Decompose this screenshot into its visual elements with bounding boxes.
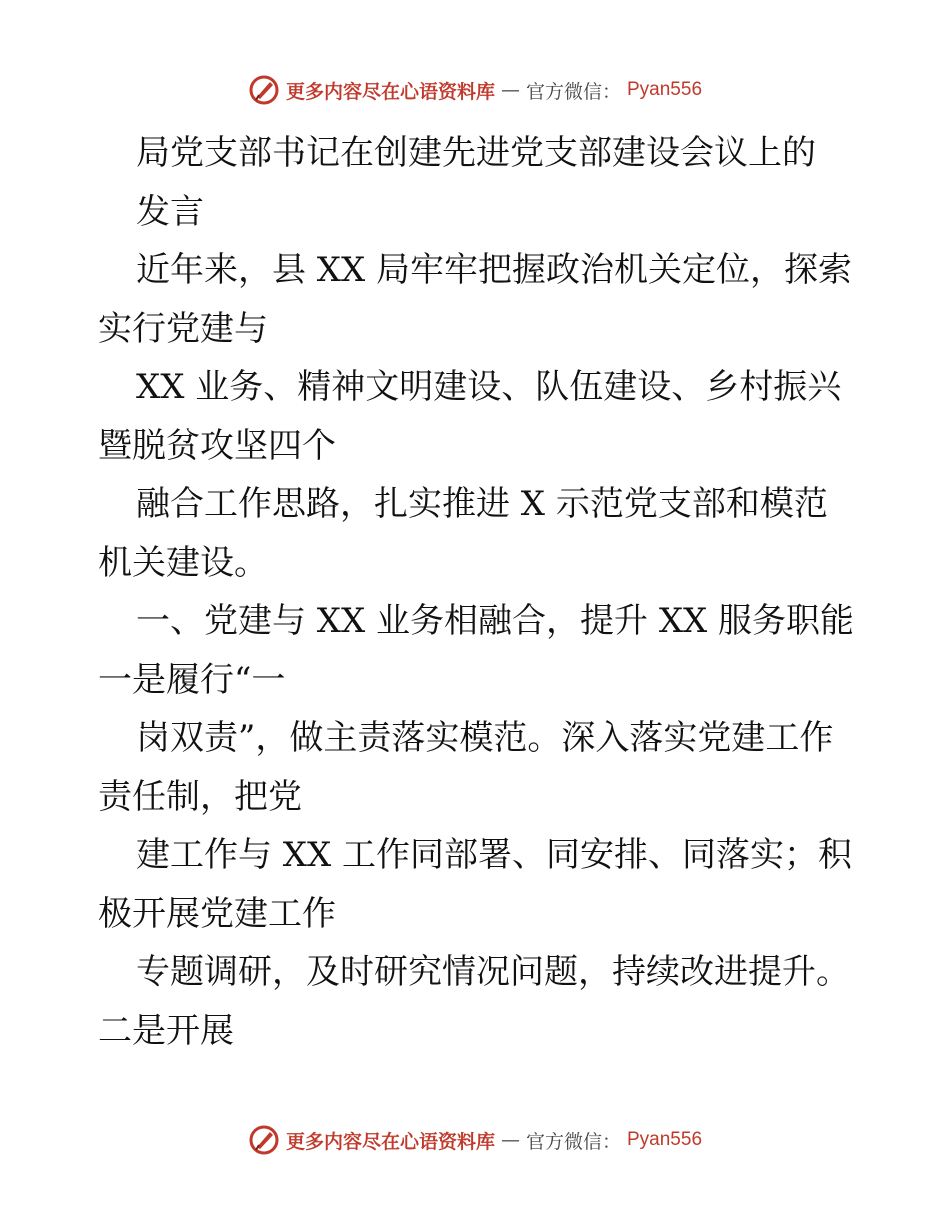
document-line: 近年来，县 XX 局牢牢把握政治机关定位，探索 — [136, 250, 853, 290]
document-line: 局党支部书记在创建先进党支部建设会议上的 — [136, 133, 816, 173]
header-banner-text: 更多内容尽在心语资料库 — [285, 80, 495, 103]
footer-banner-label: 官方微信： — [525, 1130, 621, 1153]
footer-banner — [0, 1120, 950, 1160]
document-line: 专题调研，及时研究情况问题，持续改进提升。 — [136, 952, 850, 992]
document-line: 融合工作思路，扎实推进 X 示范党支部和模范 — [136, 484, 828, 524]
footer-banner-text: 更多内容尽在心语资料库 — [285, 1130, 495, 1153]
document-line: 实行党建与 — [98, 308, 268, 349]
document-body — [98, 124, 858, 1060]
document-line: 二是开展 — [98, 1010, 234, 1051]
document-line: 责任制，把党 — [98, 776, 302, 817]
document-line: 岗双责”，做主责落实模范。深入落实党建工作 — [136, 718, 834, 758]
document-line: 发言 — [136, 191, 204, 232]
document-line: 机关建设。 — [98, 542, 268, 583]
header-banner-id: Pyan556 — [627, 79, 703, 100]
document-line: 一是履行“一 — [98, 659, 286, 700]
quill-pen-logo-icon — [248, 1124, 280, 1156]
header-banner — [0, 70, 950, 110]
footer-banner-id: Pyan556 — [627, 1129, 703, 1150]
document-line: 极开展党建工作 — [98, 893, 336, 934]
document-line: 一、党建与 XX 业务相融合，提升 XX 服务职能 — [136, 601, 855, 641]
header-banner-dash: — — [500, 79, 520, 101]
document-line: 建工作与 XX 工作同部署、同安排、同落实；积 — [136, 835, 853, 875]
header-banner-label: 官方微信： — [525, 80, 621, 103]
quill-pen-logo-icon — [248, 74, 280, 106]
document-line: XX 业务、精神文明建设、队伍建设、乡村振兴 — [136, 367, 842, 407]
footer-banner-dash: — — [500, 1129, 520, 1151]
document-line: 暨脱贫攻坚四个 — [98, 425, 336, 466]
